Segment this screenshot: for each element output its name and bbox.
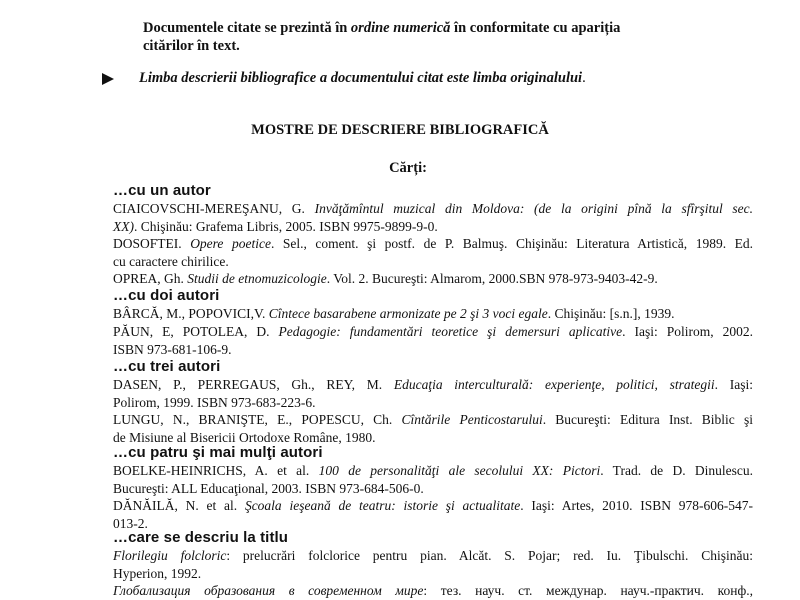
ref-details: : prelucrări folclorice pentru pian. Alcăt. S. Pojar; red. Iu. Ţibulschi. Chişinău: (226, 548, 753, 563)
reference-entry (113, 462, 753, 497)
ref-details: . Sel., coment. şi postf. de P. Balmuş. Chişinău: Literatura Artistică, 1989. Ed. (270, 236, 753, 251)
intro-line-2: citărilor în text. (143, 38, 240, 54)
page-subtitle: Cărți: (389, 160, 427, 176)
ref-details: . Iaşi: (714, 377, 753, 392)
page-title: MOSTRE DE DESCRIERE BIBLIOGRAFICĂ (251, 122, 549, 138)
ref-details: . Iaşi: Artes, 2010. ISBN 978-606-547- (520, 498, 753, 513)
reference-entry (113, 376, 753, 411)
ref-title: Pedagogie: fundamentări teoretice şi demersuri aplicative (278, 324, 623, 339)
intro-text: în conformitate cu apariția (450, 20, 621, 36)
ref-author: DOSOFTEI. (113, 236, 191, 251)
ref-author: DĂNĂILĂ, N. et al. (113, 498, 245, 513)
ref-details: : тез. науч. ст. междунар. науч.-практич. конф., (423, 583, 753, 598)
triangle-right-icon (102, 73, 114, 85)
reference-entry (113, 200, 753, 235)
ref-author: LUNGU, N., BRANIŞTE, E., POPESCU, Ch. (113, 412, 402, 427)
reference-entry (113, 305, 753, 323)
reference-entry (113, 497, 753, 532)
reference-entry (113, 270, 753, 288)
ref-details: Bucureşti: ALL Educaţional, 2003. ISBN 973-684-506-0. (113, 480, 424, 496)
ref-title: XX) (113, 218, 134, 234)
ref-details: 013-2. (113, 515, 148, 531)
section-heading: …cu doi autori (113, 287, 220, 304)
intro-emphasis: ordine numerică (350, 20, 451, 36)
bullet-period: . (582, 70, 586, 86)
ref-title: 100 de personalităţi ale secolului XX: Pictori (318, 463, 601, 478)
ref-title: Cîntările Penticostarului (401, 412, 543, 427)
ref-details: . Iaşi: Polirom, 2002. (622, 324, 753, 339)
ref-details: . Vol. 2. Bucureşti: Almarom, 2000.SBN 978-973-9403-42-9. (326, 271, 658, 286)
ref-details: Hyperion, 1992. (113, 565, 202, 581)
section-heading: …cu patru şi mai mulţi autori (113, 444, 323, 461)
ref-details: . Trad. de D. Dinulescu. (600, 463, 753, 478)
ref-title: Educaţia interculturală: experienţe, politici, strategii (393, 377, 715, 392)
ref-title: Cîntece basarabene armonizate pe 2 şi 3 voci egale (268, 306, 548, 321)
reference-entry (113, 582, 753, 600)
ref-author: DASEN, P., PERREGAUS, Gh., REY, M. (113, 377, 394, 392)
reference-entry (113, 411, 753, 446)
ref-details: . Bucureşti: Editura Inst. Biblic şi (542, 412, 753, 427)
reference-entry (113, 235, 753, 270)
ref-title: Studii de etnomuzicologie (187, 271, 327, 286)
ref-title: Opere poetice (190, 236, 271, 251)
ref-details: cu caractere chirilice. (113, 253, 229, 269)
bullet-emphasis: Limba descrierii bibliografice a documentului citat este limba originalului (139, 70, 583, 86)
ref-author: PĂUN, E, POTOLEA, D. (113, 324, 279, 339)
ref-details: . Chişinău: Grafema Libris, 2005. ISBN 9975-9899-9-0. (134, 218, 438, 234)
ref-author: BOELKE-HEINRICHS, A. et al. (113, 463, 319, 478)
ref-details: de Misiune al Bisericii Ortodoxe Române, 1980. (113, 429, 376, 445)
section-heading: …cu un autor (113, 182, 211, 199)
ref-author: CIAICOVSCHI-MEREŞANU, G. (113, 201, 315, 216)
ref-title: Şcoala ieşeană de teatru: istorie şi actualitate (244, 498, 521, 513)
ref-title: Invăţămîntul muzical din Moldova: (de la origini pînă la sfîrşitul sec. (314, 201, 754, 216)
ref-title: Florilegiu folcloric (113, 548, 227, 563)
intro-text: Documentele citate se prezintă în (143, 20, 351, 36)
intro-line-1 (143, 18, 800, 38)
ref-author: BÂRCĂ, M., POPOVICI,V. (113, 306, 269, 321)
section-heading: …care se descriu la titlu (113, 529, 289, 546)
section-heading: …cu trei autori (113, 358, 221, 375)
ref-details: . Chişinău: [s.n.], 1939. (547, 306, 675, 321)
ref-title: Глобализация образования в современном мире (113, 583, 424, 598)
reference-entry (113, 547, 753, 582)
reference-entry (113, 323, 753, 358)
ref-author: OPREA, Gh. (113, 271, 188, 286)
ref-details: Polirom, 1999. ISBN 973-683-223-6. (113, 394, 316, 410)
ref-details: ISBN 973-681-106-9. (113, 341, 232, 357)
bullet-text (139, 70, 586, 87)
